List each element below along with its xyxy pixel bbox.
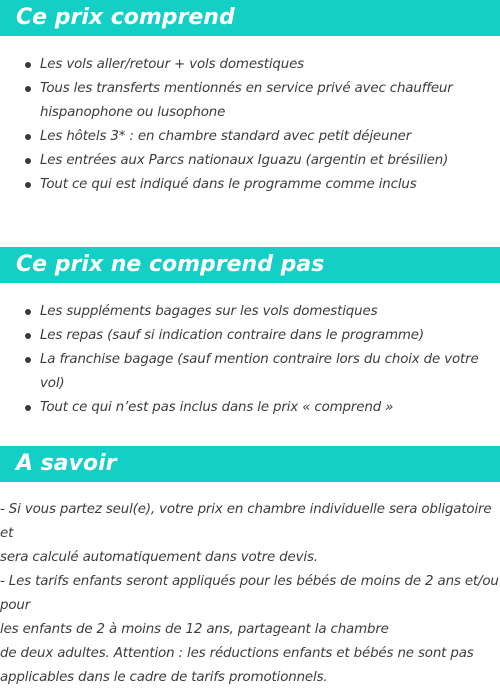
list-item-text: Les entrées aux Parcs nationaux Iguazu (argentin et brésilien): [40, 153, 449, 168]
bullet-icon: [25, 134, 31, 140]
list-item: [0, 173, 500, 197]
included-list: [0, 53, 500, 197]
paragraph-line: sera calculé automatiquement dans votre devis.: [0, 550, 318, 565]
bullet-icon: [25, 309, 31, 315]
list-item-text: Tout ce qui n’est pas inclus dans le prix « comprend »: [40, 400, 394, 415]
list-item: [0, 324, 500, 348]
list-item-text: La franchise bagage (sauf mention contraire lors du choix de votre vol): [40, 352, 479, 391]
list-item: [0, 149, 500, 173]
bullet-icon: [25, 333, 31, 339]
list-item: [0, 348, 500, 396]
list-item: [0, 77, 500, 125]
bullet-icon: [25, 405, 31, 411]
list-item-text: Les repas (sauf si indication contraire dans le programme): [40, 328, 424, 343]
bullet-icon: [25, 62, 31, 68]
list-item-text: Les vols aller/retour + vols domestiques: [40, 57, 305, 72]
list-item-text: Les suppléments bagages sur les vols domestiques: [40, 304, 378, 319]
list-item-text: Tout ce qui est indiqué dans le programme comme inclus: [40, 177, 417, 192]
not-included-list: [0, 300, 500, 420]
list-item-text: Tous les transferts mentionnés en service privé avec chauffeur hispanophone ou lusophone: [40, 81, 453, 120]
paragraph-line: - Les tarifs enfants seront appliqués pour les bébés de moins de 2 ans et/ou pour: [0, 574, 499, 613]
section-header-not-included: Ce prix ne comprend pas: [0, 247, 500, 283]
paragraph-line: les enfants de 2 à moins de 12 ans, partageant la chambre: [0, 622, 389, 637]
bullet-icon: [25, 86, 31, 92]
list-item: [0, 396, 500, 420]
section-header-included: Ce prix comprend: [0, 0, 500, 36]
bullet-icon: [25, 158, 31, 164]
paragraph-line: applicables dans le cadre de tarifs promotionnels.: [0, 670, 328, 685]
section-header-good-to-know: A savoir: [0, 446, 500, 482]
paragraph-line: de deux adultes. Attention : les réductions enfants et bébés ne sont pas: [0, 646, 474, 661]
good-to-know-text: [0, 498, 500, 690]
bullet-icon: [25, 357, 31, 363]
bullet-icon: [25, 182, 31, 188]
list-item: [0, 300, 500, 324]
list-item: [0, 53, 500, 77]
list-item: [0, 125, 500, 149]
paragraph-line: - Si vous partez seul(e), votre prix en chambre individuelle sera obligatoire et: [0, 502, 492, 541]
list-item-text: Les hôtels 3* : en chambre standard avec petit déjeuner: [40, 129, 412, 144]
